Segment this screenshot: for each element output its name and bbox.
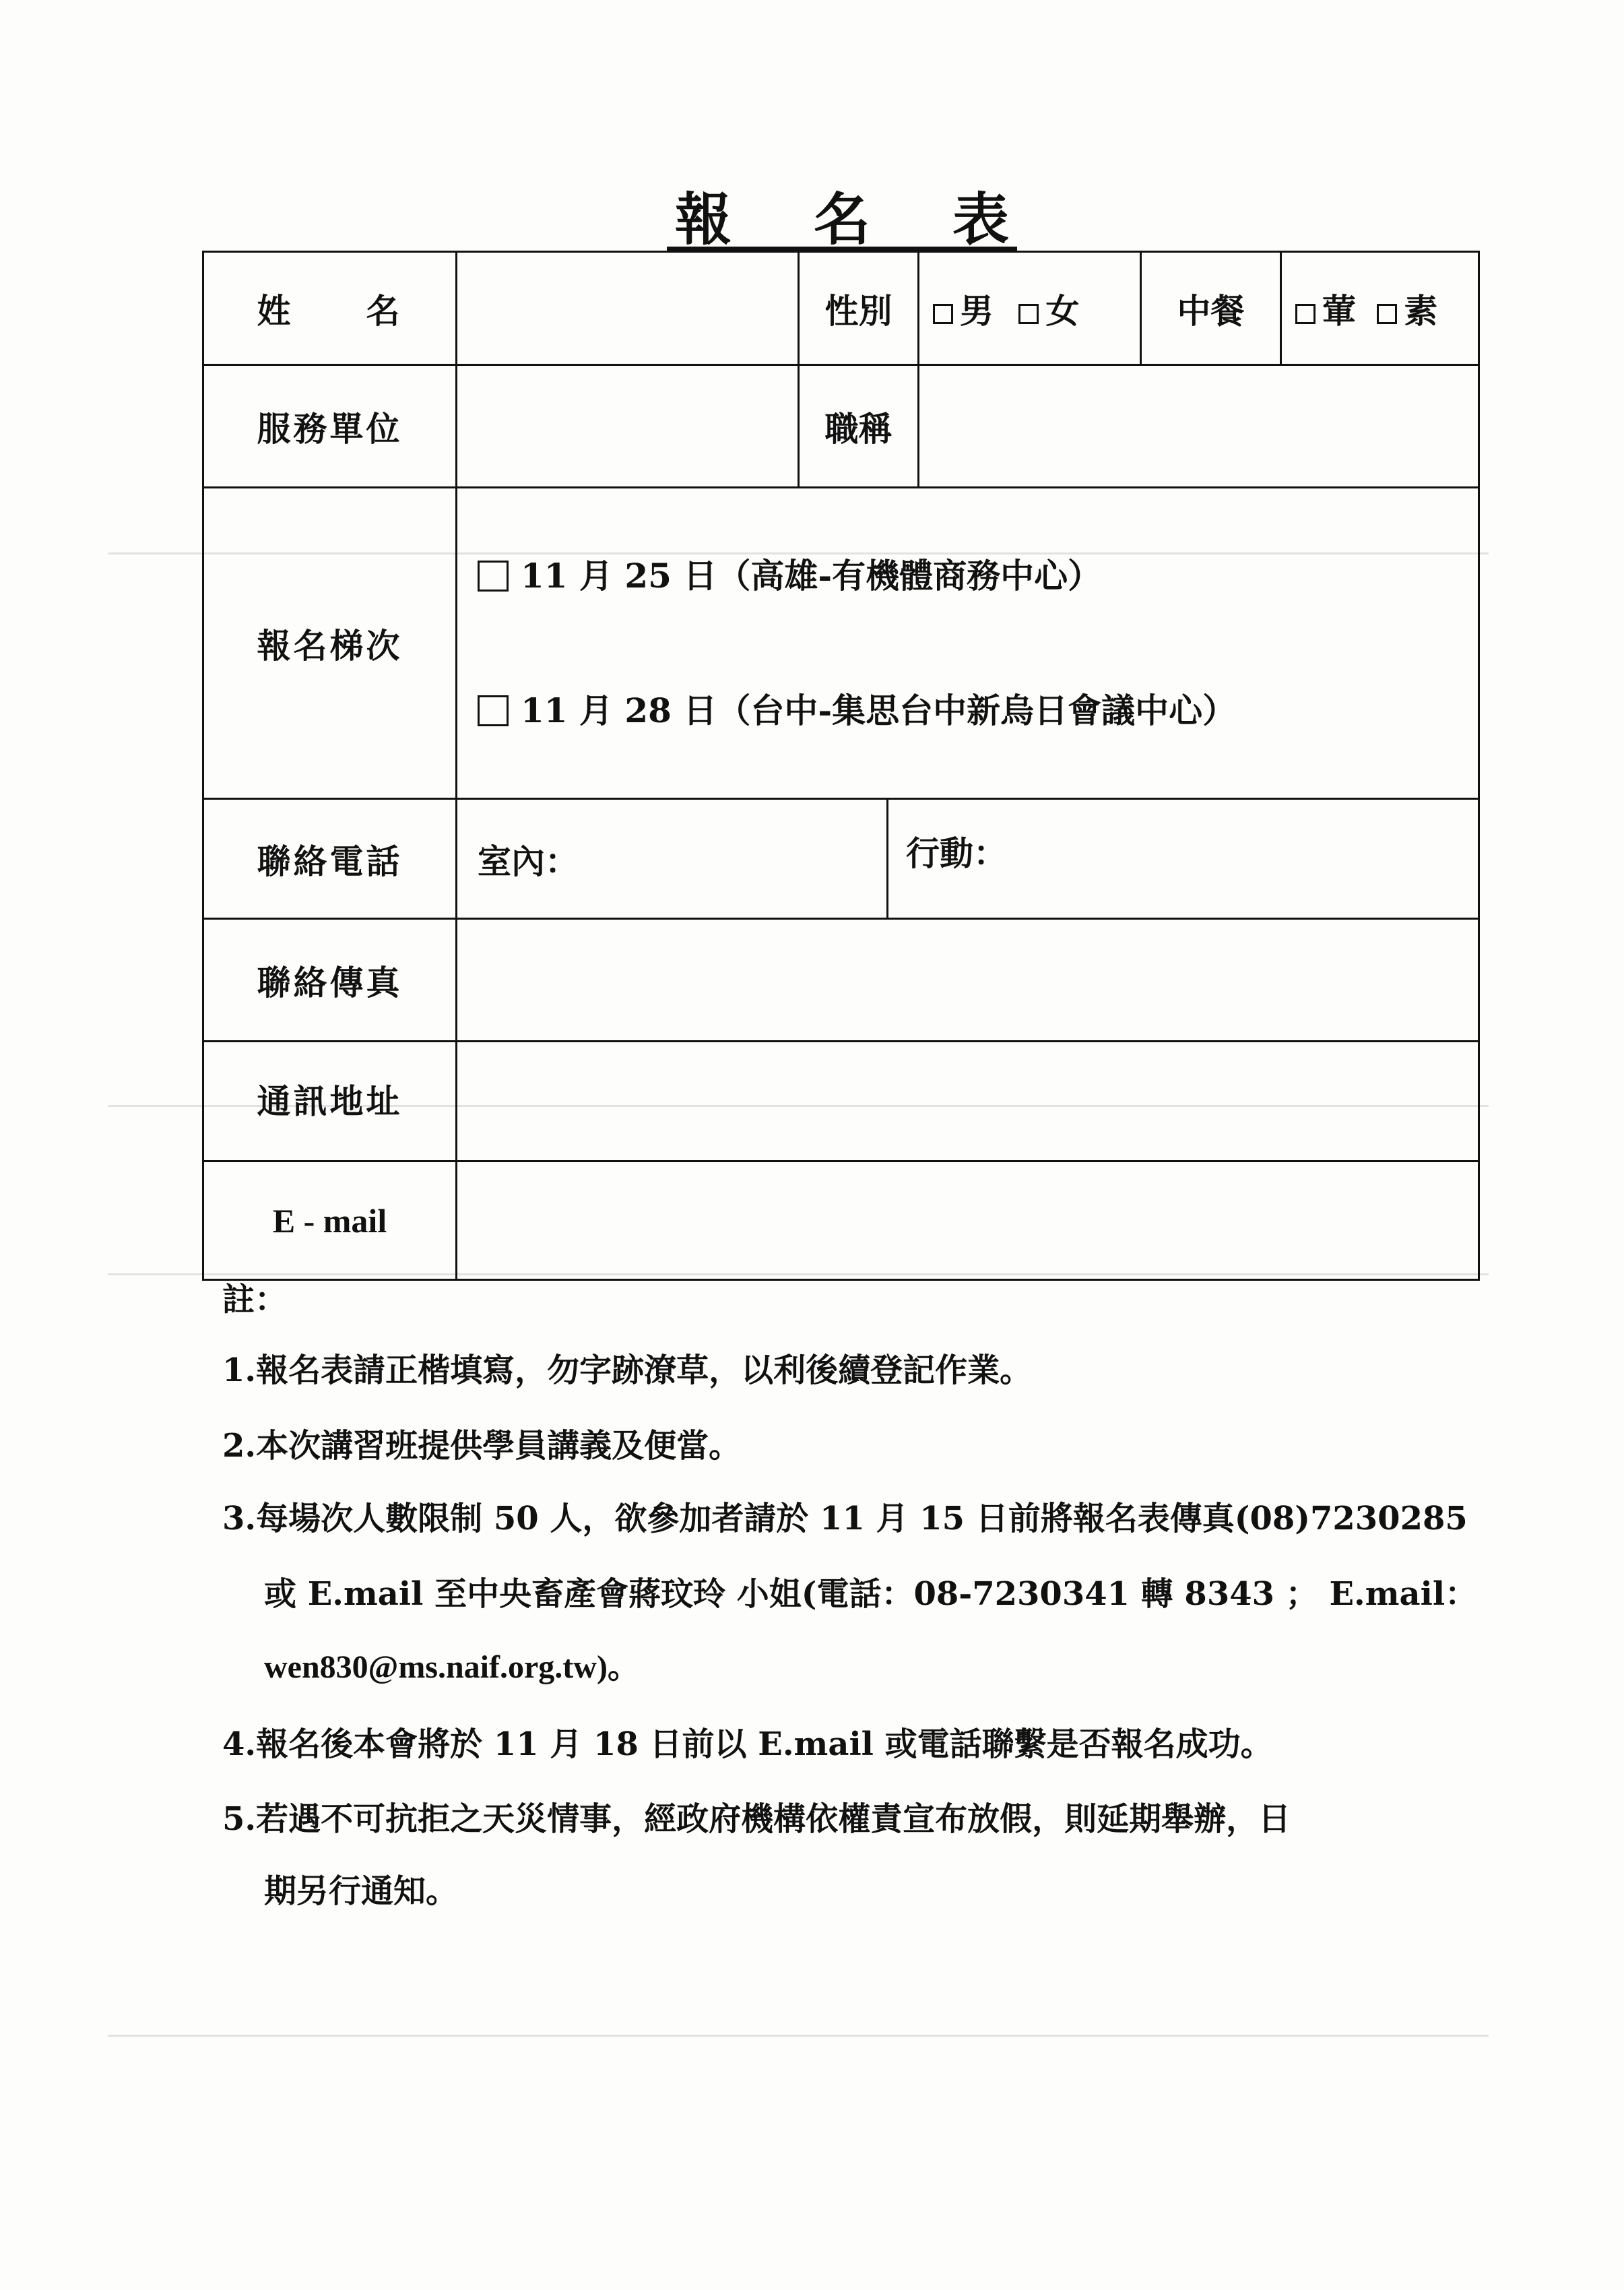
phone-mobile-label: 行動： xyxy=(906,833,1007,873)
row-email xyxy=(203,1162,1479,1280)
phone-indoor-label: 室內： xyxy=(478,841,579,881)
note-item-continued: 或 E.mail 至中央畜產會蔣玟玲 小姐(電話：08-7230341 轉 8343 ； E.mail： xyxy=(264,1575,1478,1613)
row-session xyxy=(203,488,1479,799)
address-field[interactable] xyxy=(457,1042,1479,1162)
gender-female-checkbox[interactable] xyxy=(1018,304,1039,324)
row-phone xyxy=(203,799,1479,919)
note-item: 2.本次講習班提供學員講義及便當。 xyxy=(222,1427,742,1465)
lunch-meat-label: 葷 xyxy=(1322,290,1356,331)
phone-indoor-field[interactable] xyxy=(457,800,888,918)
email-field[interactable] xyxy=(457,1162,1479,1280)
title-char: 名 xyxy=(813,185,870,253)
job-title-field[interactable] xyxy=(919,365,1479,488)
gender-male-label: 男 xyxy=(960,290,994,331)
note-item-continued: 期另行通知。 xyxy=(264,1872,459,1910)
title-char: 表 xyxy=(952,185,1009,253)
session-1-checkbox[interactable] xyxy=(478,561,509,592)
form-title xyxy=(667,183,1017,251)
fax-field[interactable] xyxy=(457,919,1479,1042)
fax-label: 聯絡傳真 xyxy=(203,919,457,1042)
session-label: 報名梯次 xyxy=(203,488,457,799)
unit-label: 服務單位 xyxy=(203,365,457,488)
bleed-through-line xyxy=(108,2035,1489,2037)
title-char: 報 xyxy=(675,185,732,253)
registration-table xyxy=(202,251,1480,1281)
address-label: 通訊地址 xyxy=(203,1042,457,1162)
row-address xyxy=(203,1042,1479,1162)
note-item: 1.報名表請正楷填寫，勿字跡潦草，以利後續登記作業。 xyxy=(222,1351,1033,1389)
phone-fields xyxy=(457,799,1479,919)
lunch-options xyxy=(1281,252,1479,365)
note-item-continued: wen830@ms.naif.org.tw)。 xyxy=(264,1649,640,1685)
note-item: 4.報名後本會將於 11 月 18 日前以 E.mail 或電話聯繫是否報名成功。 xyxy=(222,1725,1273,1763)
gender-male-checkbox[interactable] xyxy=(933,304,953,324)
session-options xyxy=(457,488,1479,799)
lunch-veg-label: 素 xyxy=(1404,290,1438,331)
phone-mobile-field[interactable] xyxy=(888,800,1478,918)
row-fax xyxy=(203,919,1479,1042)
session-1-label: 11 月 25 日（高雄-有機體商務中心） xyxy=(521,555,1102,596)
row-unit xyxy=(203,365,1479,488)
gender-female-label: 女 xyxy=(1045,290,1080,331)
lunch-veg-checkbox[interactable] xyxy=(1377,304,1397,324)
lunch-label: 中餐 xyxy=(1141,252,1281,365)
note-item: 3.每場次人數限制 50 人，欲參加者請於 11 月 15 日前將報名表傳真(08)7230285 xyxy=(222,1500,1468,1537)
name-label: 姓 名 xyxy=(203,252,457,365)
note-item: 5.若遇不可抗拒之天災情事，經政府機構依權責宣布放假，則延期舉辦，日 xyxy=(222,1800,1291,1838)
gender-label: 性別 xyxy=(799,252,919,365)
session-option xyxy=(478,690,1478,730)
notes-heading: 註： xyxy=(222,1281,288,1318)
gender-options xyxy=(919,252,1141,365)
session-2-checkbox[interactable] xyxy=(478,695,509,726)
session-option xyxy=(478,555,1478,596)
lunch-meat-checkbox[interactable] xyxy=(1295,304,1316,324)
phone-label: 聯絡電話 xyxy=(203,799,457,919)
name-field[interactable] xyxy=(457,252,799,365)
unit-field[interactable] xyxy=(457,365,799,488)
row-name xyxy=(203,252,1479,365)
session-2-label: 11 月 28 日（台中-集思台中新烏日會議中心） xyxy=(521,690,1237,730)
email-label: E - mail xyxy=(203,1162,457,1280)
job-title-label: 職稱 xyxy=(799,365,919,488)
